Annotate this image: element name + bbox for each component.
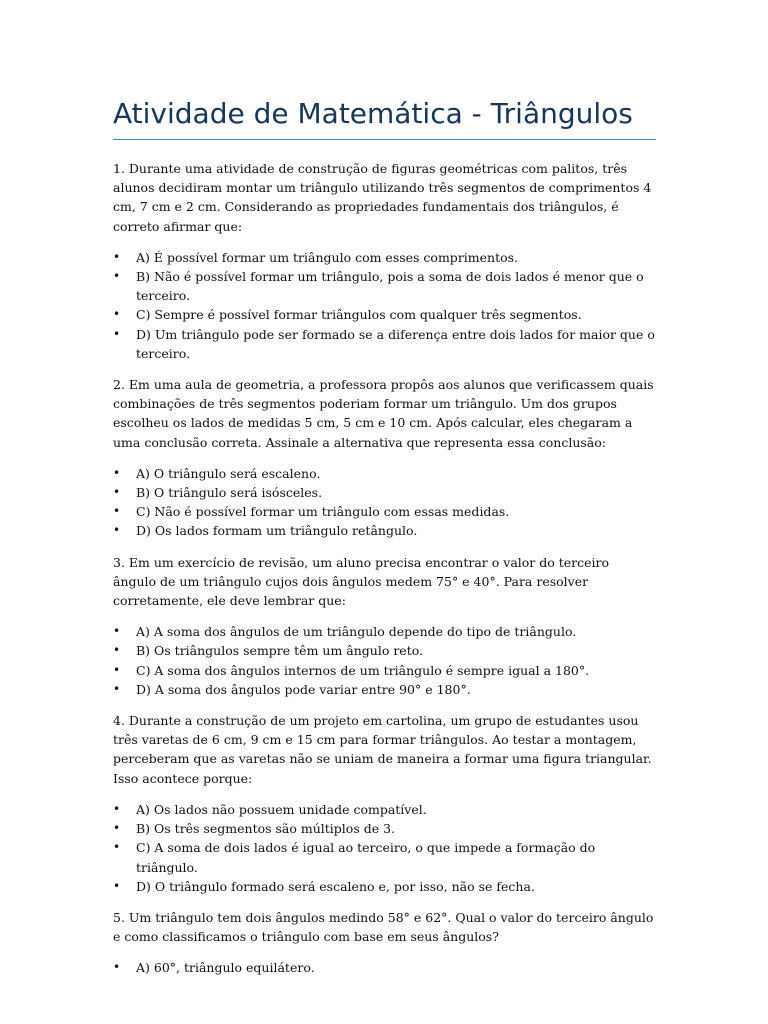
option-text: D) A soma dos ângulos pode variar entre 90° e 180°. xyxy=(136,681,471,697)
question-4-option-b xyxy=(113,819,656,838)
option-text: C) A soma de dois lados é igual ao terceiro, o que impede a formação do triângulo. xyxy=(136,840,596,875)
question-5 xyxy=(113,908,656,978)
question-2-option-d xyxy=(113,521,656,540)
bullet-icon: • xyxy=(113,624,121,639)
question-1-options xyxy=(113,248,656,363)
question-2-option-c xyxy=(113,502,656,521)
question-3-option-c xyxy=(113,661,656,680)
question-4-option-d xyxy=(113,877,656,896)
question-4-options xyxy=(113,800,656,896)
bullet-icon: • xyxy=(113,643,121,658)
question-1-option-d xyxy=(113,325,656,363)
bullet-icon: • xyxy=(113,878,121,893)
option-text: B) Os triângulos sempre têm um ângulo reto. xyxy=(136,643,423,659)
title-divider xyxy=(113,139,656,140)
bullet-icon: • xyxy=(113,465,121,480)
option-text: B) Os três segmentos são múltiplos de 3. xyxy=(136,821,396,837)
bullet-icon: • xyxy=(113,801,121,816)
document-title: Atividade de Matemática - Triângulos xyxy=(113,97,633,130)
question-2-option-b xyxy=(113,483,656,502)
question-3-options xyxy=(113,622,656,699)
option-text: A) O triângulo será escaleno. xyxy=(136,465,321,481)
question-1-option-c xyxy=(113,305,656,324)
option-text: A) 60°, triângulo equilátero. xyxy=(136,960,315,976)
question-4-text: 4. Durante a construção de um projeto em cartolina, um grupo de estudantes usou três varetas de 6 cm, 9 cm e 15 cm para formar triângulos. Ao testar a montagem, perceberam que as varetas não se uniam de maneira a formar uma figura triangular. Isso acontece porque: xyxy=(113,713,652,786)
document-page xyxy=(113,92,656,990)
question-3-option-b xyxy=(113,641,656,660)
option-text: D) Um triângulo pode ser formado se a diferença entre dois lados for maior que o terceiro. xyxy=(136,326,655,361)
option-text: A) Os lados não possuem unidade compatível. xyxy=(136,801,427,817)
bullet-icon: • xyxy=(113,307,121,322)
question-1-text: 1. Durante uma atividade de construção de figuras geométricas com palitos, três alunos decidiram montar um triângulo utilizando três segmentos de comprimentos 4 cm, 7 cm e 2 cm. Considerando as propriedades fundamentais dos triângulos, é correto afirmar que: xyxy=(113,161,652,234)
bullet-icon: • xyxy=(113,662,121,677)
option-text: C) Sempre é possível formar triângulos com qualquer três segmentos. xyxy=(136,307,582,323)
option-text: D) Os lados formam um triângulo retângulo. xyxy=(136,523,418,539)
question-3 xyxy=(113,553,656,699)
question-2-option-a xyxy=(113,464,656,483)
question-3-text: 3. Em um exercício de revisão, um aluno precisa encontrar o valor do terceiro ângulo de um triângulo cujos dois ângulos medem 75° e 40°. Para resolver corretamente, ele deve lembrar que: xyxy=(113,554,610,609)
option-text: B) Não é possível formar um triângulo, pois a soma de dois lados é menor que o terceiro. xyxy=(136,269,644,304)
question-5-option-a xyxy=(113,958,656,977)
bullet-icon: • xyxy=(113,269,121,284)
bullet-icon: • xyxy=(113,821,121,836)
question-3-option-d xyxy=(113,680,656,699)
option-text: D) O triângulo formado será escaleno e, por isso, não se fecha. xyxy=(136,878,535,894)
question-4 xyxy=(113,711,656,896)
bullet-icon: • xyxy=(113,485,121,500)
bullet-icon: • xyxy=(113,681,121,696)
question-4-option-a xyxy=(113,800,656,819)
option-text: A) É possível formar um triângulo com esses comprimentos. xyxy=(136,249,519,265)
question-3-option-a xyxy=(113,622,656,641)
bullet-icon: • xyxy=(113,960,121,975)
bullet-icon: • xyxy=(113,840,121,855)
bullet-icon: • xyxy=(113,504,121,519)
bullet-icon: • xyxy=(113,326,121,341)
question-5-text: 5. Um triângulo tem dois ângulos medindo 58° e 62°. Qual o valor do terceiro ângulo e como classificamos o triângulo com base em seus ângulos? xyxy=(113,909,654,945)
question-1-option-a xyxy=(113,248,656,267)
bullet-icon: • xyxy=(113,249,121,264)
question-2-text: 2. Em uma aula de geometria, a professora propôs aos alunos que verificassem quais combinações de três segmentos poderiam formar um triângulo. Um dos grupos escolheu os lados de medidas 5 cm, 5 cm e 10 cm. Após calcular, eles chegaram a uma conclusão correta. Assinale a alternativa que representa essa conclusão: xyxy=(113,377,654,450)
option-text: A) A soma dos ângulos de um triângulo depende do tipo de triângulo. xyxy=(136,624,577,640)
question-1 xyxy=(113,159,656,363)
question-4-option-c xyxy=(113,838,656,876)
question-2 xyxy=(113,375,656,541)
option-text: B) O triângulo será isósceles. xyxy=(136,485,323,501)
bullet-icon: • xyxy=(113,523,121,538)
option-text: C) A soma dos ângulos internos de um triângulo é sempre igual a 180°. xyxy=(136,662,590,678)
question-1-option-b xyxy=(113,267,656,305)
question-2-options xyxy=(113,464,656,541)
question-5-options xyxy=(113,958,656,977)
option-text: C) Não é possível formar um triângulo com essas medidas. xyxy=(136,504,510,520)
